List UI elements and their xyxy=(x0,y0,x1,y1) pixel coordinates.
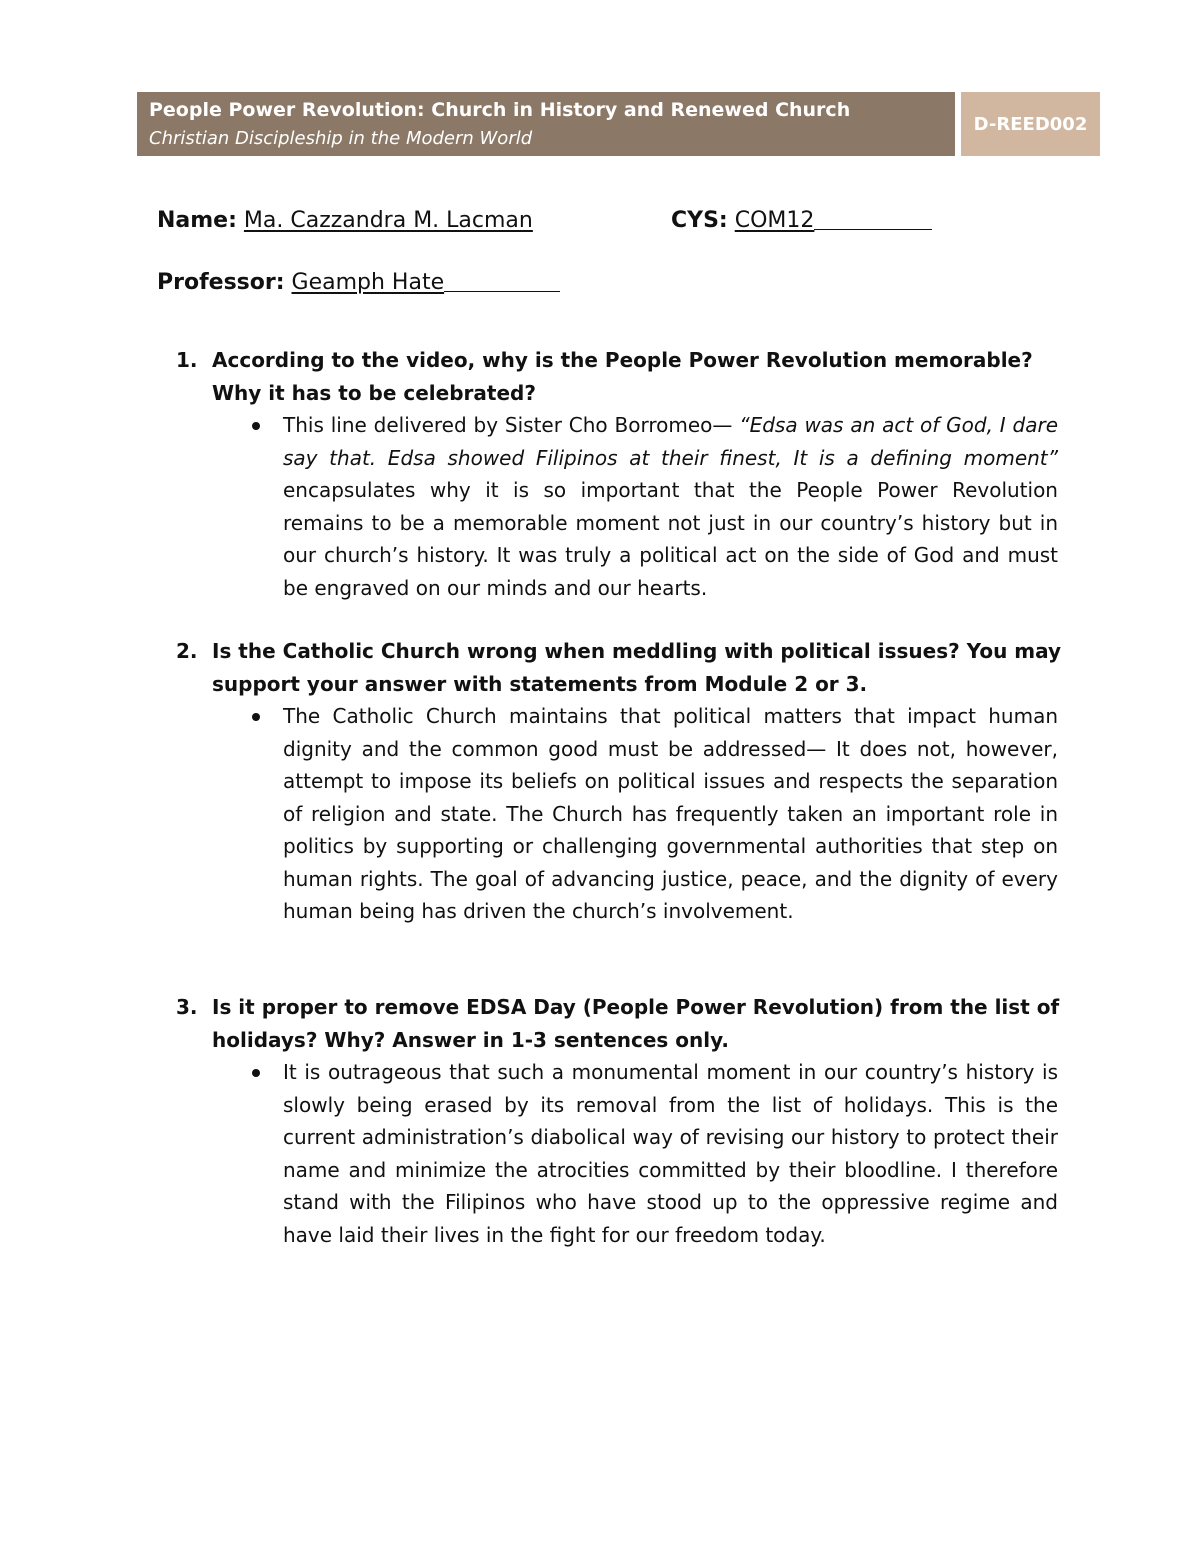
cys-blank-line xyxy=(814,209,932,230)
question-text: Is it proper to remove EDSA Day (People Power Revolution) from the list of holidays? Why? Answer in 1-3 sentences only. xyxy=(212,995,1060,1052)
question-text: Is the Catholic Church wrong when meddling with political issues? You may support your answer with statements from Module 2 or 3. xyxy=(212,639,1062,696)
answer-3 xyxy=(283,1056,1058,1251)
question-2 xyxy=(176,635,1066,928)
course-code: D-REED002 xyxy=(973,113,1088,135)
professor-field xyxy=(157,270,560,295)
document-header xyxy=(137,92,1100,156)
answer-intro: This line delivered by Sister Cho Borromeo— xyxy=(283,413,740,437)
cys-label: CYS: xyxy=(671,208,728,233)
question-number: 3. xyxy=(176,995,198,1019)
header-subtitle: Christian Discipleship in the Modern World xyxy=(149,128,533,149)
name-field xyxy=(157,208,533,233)
answer-text: It is outrageous that such a monumental moment in our country’s history is slowly being erased by its removal from the list of holidays. This is the current administration’s diabolical way of revising our history to protect their name and minimize the atrocities committed by their bloodline. I therefore stand with the Filipinos who have stood up to the oppressive regime and have laid their lives in the fight for our freedom today. xyxy=(283,1060,1058,1247)
professor-label: Professor: xyxy=(157,270,285,295)
cys-field xyxy=(671,208,932,233)
bullet-icon xyxy=(252,1069,260,1077)
header-title: People Power Revolution: Church in History and Renewed Church xyxy=(149,99,851,121)
bullet-icon xyxy=(252,422,260,430)
answer-2 xyxy=(283,700,1058,928)
answer-rest: encapsulates why it is so important that the People Power Revolution remains to be a memorable moment not just in our country’s history but in our church’s history. It was truly a political act on the side of God and must be engraved on our minds and our hearts. xyxy=(283,478,1058,600)
question-1 xyxy=(176,344,1066,604)
bullet-icon xyxy=(252,713,260,721)
answer-quote: “Edsa was an act of God, I dare say that. Edsa showed Filipinos at their finest, It is a defining moment” xyxy=(283,413,1059,470)
answer-text: The Catholic Church maintains that political matters that impact human dignity and the common good must be addressed— It does not, however, attempt to impose its beliefs on political issues and respects the separation of religion and state. The Church has frequently taken an important role in politics by supporting or challenging governmental authorities that step on human rights. The goal of advancing justice, peace, and the dignity of every human being has driven the church’s involvement. xyxy=(283,704,1058,923)
answer-1 xyxy=(283,409,1058,604)
name-label: Name: xyxy=(157,208,237,233)
question-number: 2. xyxy=(176,639,198,663)
question-number: 1. xyxy=(176,348,198,372)
question-3 xyxy=(176,991,1066,1251)
professor-blank-line xyxy=(444,271,560,292)
course-code-box xyxy=(961,92,1100,156)
cys-value: COM12 xyxy=(734,208,815,233)
name-value: Ma. Cazzandra M. Lacman xyxy=(243,208,533,233)
professor-value: Geamph Hate xyxy=(291,270,445,295)
header-title-panel xyxy=(137,92,955,156)
question-text: According to the video, why is the People Power Revolution memorable? Why it has to be celebrated? xyxy=(212,348,1033,405)
